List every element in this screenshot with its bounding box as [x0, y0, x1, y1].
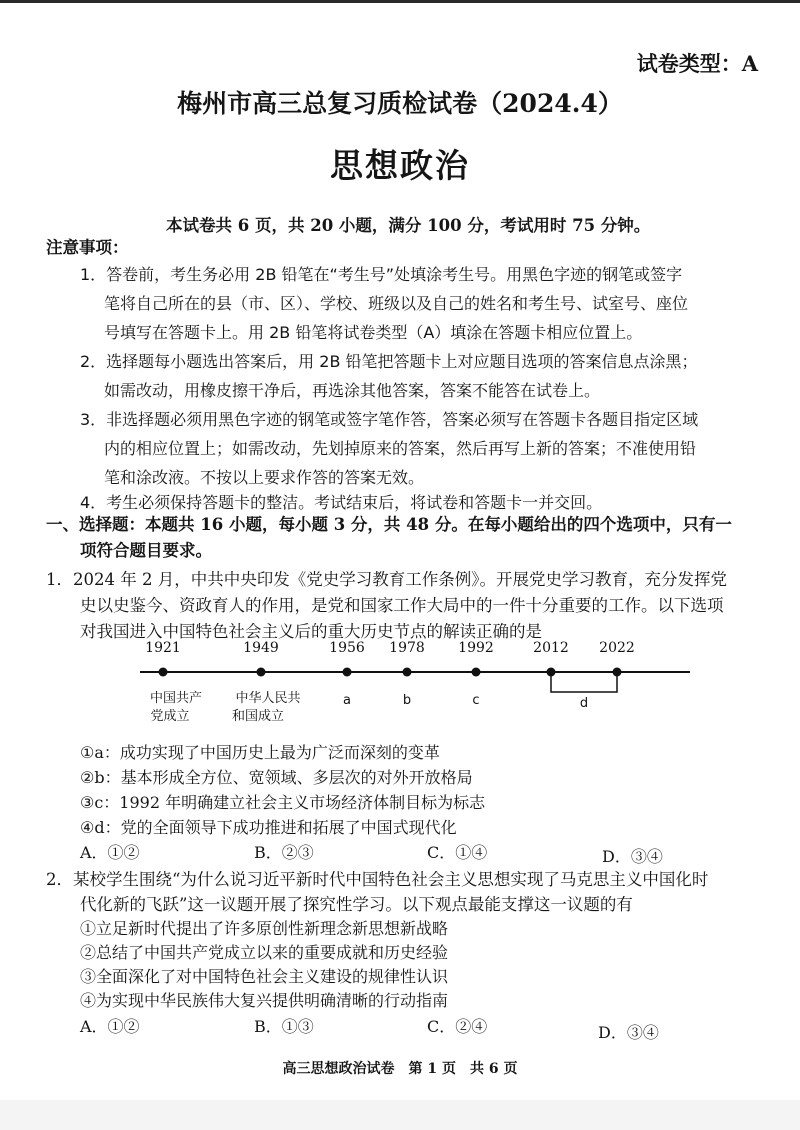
- q1-option-b: B．②③: [254, 843, 314, 862]
- notice-line: 笔和涂改液。不按以上要求作答的答案无效。: [104, 468, 425, 487]
- notice-line: 内的相应位置上；如需改动，先划掉原来的答案，然后再写上新的答案；不准使用铅: [104, 439, 697, 458]
- q1-statement: ④d：党的全面领导下成功推进和拓展了中国式现代化: [80, 818, 457, 837]
- q1-stem-line: 对我国进入中国特色社会主义后的重大历史节点的解读正确的是: [80, 622, 542, 641]
- timeline-node-1992: [472, 668, 481, 677]
- timeline-bracket-d: [551, 672, 617, 692]
- section-heading: 一、选择题：本题共 16 小题，每小题 3 分，共 48 分。在每小题给出的四个选项中，只有一: [46, 515, 732, 534]
- timeline-year: 1949: [243, 640, 279, 656]
- notice-line: 1．答卷前，考生务必用 2B 铅笔在“考生号”处填涂考生号。用黑色字迹的钢笔或签字: [80, 265, 683, 284]
- q1-option-c: C．①④: [427, 843, 488, 862]
- timeline-label-c: c: [472, 693, 480, 708]
- notice-line: 3．非选择题必须用黑色字迹的钢笔或签字笔作答，答案必须写在答题卡各题目指定区域: [80, 410, 699, 429]
- scan-top-edge: [0, 0, 800, 3]
- timeline-label-a: a: [343, 693, 351, 708]
- timeline-year: 1956: [329, 640, 365, 656]
- paper-type: 试卷类型：A: [636, 51, 758, 76]
- timeline-label-1949: 中华人民共: [235, 691, 301, 706]
- q1-option-d: D．③④: [602, 847, 663, 866]
- q2-statement: ④为实现中华民族伟大复兴提供明确清晰的行动指南: [80, 991, 449, 1010]
- q2-statement: ③全面深化了对中国特色社会主义建设的规律性认识: [80, 967, 449, 986]
- q2-option-d: D．③④: [598, 1023, 659, 1042]
- timeline-label-1921: 中国共产: [149, 691, 203, 706]
- q1-option-a: A．①②: [80, 843, 140, 862]
- timeline-year: 1992: [458, 640, 494, 656]
- notice-line: 如需改动，用橡皮擦干净后，再选涂其他答案，答案不能答在试卷上。: [104, 381, 601, 400]
- timeline-label-1921: 党成立: [150, 709, 190, 724]
- page-footer: 高三思想政治试卷 第 1 页 共 6 页: [282, 1061, 518, 1077]
- q2-stem-line: 2．某校学生围绕“为什么说习近平新时代中国特色社会主义思想实现了马克思主义中国化时: [46, 870, 709, 889]
- timeline-label-1949: 和国成立: [231, 709, 285, 724]
- notice-line: 笔将自己所在的县（市、区）、学校、班级以及自己的姓名和考生号、试室号、座位: [104, 294, 689, 313]
- q1-timeline: [0, 630, 800, 730]
- q2-stem-line: 代化新的飞跃”这一议题开展了探究性学习。以下观点最能支撑这一议题的有: [80, 895, 633, 914]
- timeline-node-1956: [343, 668, 352, 677]
- timeline-year: 1921: [145, 640, 181, 656]
- q1-statement: ③c：1992 年明确建立社会主义市场经济体制目标为标志: [80, 793, 486, 812]
- notice-line: 4．考生必须保持答题卡的整洁。考试结束后，将试卷和答题卡一并交回。: [80, 493, 603, 512]
- timeline-node-1949: [257, 668, 266, 677]
- q2-option-c: C．②④: [427, 1017, 488, 1036]
- q2-statement: ②总结了中国共产党成立以来的重要成就和历史经验: [80, 943, 449, 962]
- q2-option-a: A．①②: [80, 1017, 140, 1036]
- exam-title: 梅州市高三总复习质检试卷（2024.4）: [177, 89, 623, 118]
- timeline-node-1978: [403, 668, 412, 677]
- q1-statement: ②b：基本形成全方位、宽领域、多层次的对外开放格局: [80, 768, 473, 787]
- subject-title: 思想政治: [330, 146, 470, 185]
- notice-line: 号填写在答题卡上。用 2B 铅笔将试卷类型（A）填涂在答题卡相应位置上。: [104, 323, 643, 342]
- q1-statement: ①a：成功实现了中国历史上最为广泛而深刻的变革: [80, 743, 440, 762]
- q2-option-b: B．①③: [254, 1017, 314, 1036]
- timeline-node-1921: [159, 668, 168, 677]
- scan-bottom-margin: [0, 1100, 800, 1130]
- timeline-label-d: d: [579, 696, 589, 711]
- q2-statement: ①立足新时代提出了许多原创性新理念新思想新战略: [80, 919, 449, 938]
- timeline-year: 1978: [389, 640, 425, 656]
- notice-line: 2．选择题每小题选出答案后，用 2B 铅笔把答题卡上对应题目选项的答案信息点涂黑；: [80, 352, 698, 371]
- q1-stem-line: 1．2024 年 2 月，中共中央印发《党史学习教育工作条例》。开展党史学习教育，充分发挥党: [46, 570, 727, 589]
- notice-title: 注意事项：: [46, 238, 129, 257]
- exam-intro: 本试卷共 6 页，共 20 小题，满分 100 分，考试用时 75 分钟。: [166, 216, 651, 235]
- timeline-label-b: b: [402, 693, 412, 708]
- q1-stem-line: 史以史鉴今、资政育人的作用，是党和国家工作大局中的一件十分重要的工作。以下选项: [80, 596, 724, 615]
- timeline-year: 2012: [533, 640, 569, 656]
- timeline-year: 2022: [599, 640, 635, 656]
- section-heading-cont: 项符合题目要求。: [80, 541, 212, 560]
